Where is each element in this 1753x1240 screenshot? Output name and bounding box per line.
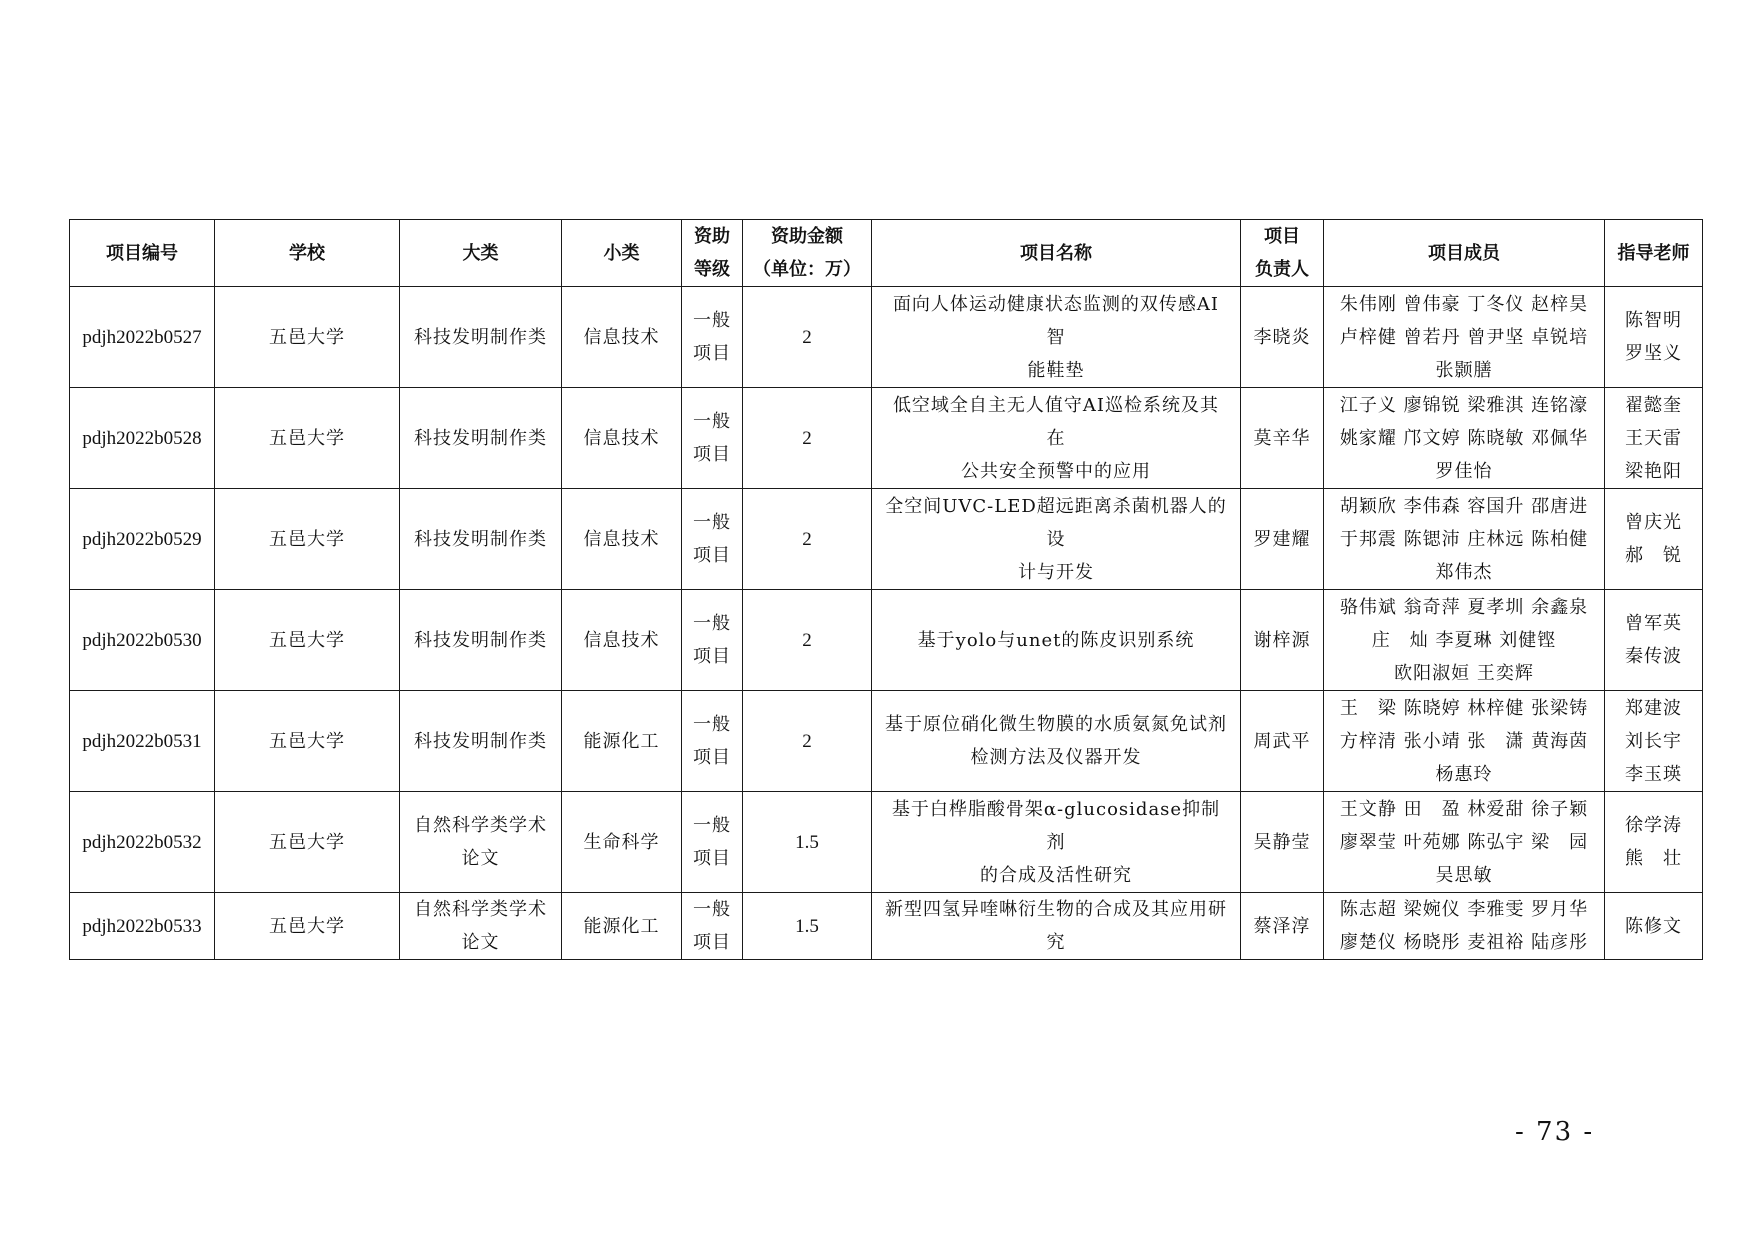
- cell-category: [400, 489, 562, 590]
- cell-project-leader: 李晓炎: [1241, 287, 1324, 388]
- cell-project-code: pdjh2022b0527: [70, 287, 215, 388]
- cell-project-name: [872, 590, 1241, 691]
- header-school: 学校: [215, 220, 400, 287]
- category-line: 科技发明制作类: [414, 326, 547, 348]
- category-line: 科技发明制作类: [414, 528, 547, 550]
- cell-subcategory: 信息技术: [562, 287, 682, 388]
- cell-project-members: [1324, 792, 1605, 893]
- cell-advisors: [1605, 590, 1703, 691]
- project-name-line: 基于原位硝化微生物膜的水质氨氮免试剂: [885, 714, 1227, 735]
- members-line: 卢梓健 曾若丹 曾尹坚 卓锐培: [1339, 326, 1589, 348]
- members-line: 廖翠莹 叶苑娜 陈弘宇 梁 园: [1339, 831, 1589, 853]
- category-line: 论文: [461, 932, 500, 953]
- funding-level-line: 一般: [693, 815, 731, 836]
- cell-funding-amount: 2: [743, 388, 872, 489]
- table-row: [70, 489, 1703, 590]
- cell-project-name: [872, 691, 1241, 792]
- cell-project-name: [872, 489, 1241, 590]
- cell-funding-amount: 1.5: [743, 893, 872, 960]
- advisor-line: 陈修文: [1625, 915, 1682, 937]
- members-line: 郑伟杰: [1435, 561, 1493, 583]
- cell-project-name: [872, 287, 1241, 388]
- table-body: [70, 287, 1703, 960]
- cell-funding-level: [682, 489, 743, 590]
- members-line: 廖楚仪 杨晓彤 麦祖裕 陆彦彤: [1339, 932, 1589, 953]
- funding-level-line: 项目: [693, 747, 731, 768]
- cell-funding-amount: 2: [743, 287, 872, 388]
- cell-project-members: [1324, 489, 1605, 590]
- cell-school: 五邑大学: [215, 691, 400, 792]
- table-row: [70, 792, 1703, 893]
- members-line: 陈志超 梁婉仪 李雅雯 罗月华: [1339, 899, 1589, 920]
- header-advisor: 指导老师: [1605, 220, 1703, 287]
- funding-level-line: 项目: [693, 343, 731, 364]
- project-name-line: 的合成及活性研究: [980, 864, 1132, 886]
- cell-category: [400, 792, 562, 893]
- cell-project-members: [1324, 287, 1605, 388]
- header-leader-line2: 负责人: [1255, 259, 1309, 280]
- cell-category: [400, 691, 562, 792]
- members-line: 庄 灿 李夏琳 刘健铿: [1371, 629, 1557, 651]
- funding-level-line: 项目: [693, 545, 731, 566]
- cell-funding-level: [682, 590, 743, 691]
- advisor-line: 曾庆光: [1625, 512, 1682, 533]
- header-members: 项目成员: [1324, 220, 1605, 287]
- project-name-line: 能鞋垫: [1027, 359, 1085, 381]
- cell-project-code: pdjh2022b0530: [70, 590, 215, 691]
- cell-project-name: [872, 792, 1241, 893]
- category-line: 科技发明制作类: [414, 730, 547, 752]
- cell-project-members: [1324, 893, 1605, 960]
- cell-project-name: [872, 388, 1241, 489]
- cell-school: 五邑大学: [215, 287, 400, 388]
- header-leader: [1241, 220, 1324, 287]
- cell-funding-level: [682, 691, 743, 792]
- project-name-line: 基于yolo与unet的陈皮识别系统: [917, 629, 1195, 651]
- members-line: 王文静 田 盈 林爱甜 徐子颖: [1339, 798, 1589, 820]
- cell-project-leader: 蔡泽淳: [1241, 893, 1324, 960]
- header-level-line2: 等级: [694, 259, 730, 280]
- header-amount-line1: 资助金额: [771, 226, 843, 247]
- cell-funding-amount: 2: [743, 489, 872, 590]
- funding-level-line: 一般: [693, 714, 731, 735]
- category-line: 科技发明制作类: [414, 427, 547, 449]
- table-header-row: [70, 220, 1703, 287]
- advisor-line: 李玉瑛: [1625, 763, 1682, 785]
- cell-project-members: [1324, 691, 1605, 792]
- project-name-line: 低空域全自主无人值守AI巡检系统及其在: [892, 394, 1220, 449]
- cell-subcategory: 信息技术: [562, 489, 682, 590]
- cell-funding-level: [682, 893, 743, 960]
- funding-level-line: 一般: [693, 512, 731, 533]
- advisor-line: 郑建波: [1625, 697, 1682, 719]
- cell-funding-level: [682, 287, 743, 388]
- category-line: 自然科学类学术: [414, 815, 547, 836]
- advisor-line: 徐学涛: [1625, 815, 1682, 836]
- category-line: 科技发明制作类: [414, 629, 547, 651]
- cell-subcategory: 生命科学: [562, 792, 682, 893]
- header-level: [682, 220, 743, 287]
- advisor-line: 王天雷: [1625, 427, 1682, 449]
- header-amount: [743, 220, 872, 287]
- members-line: 欧阳淑姮 王奕辉: [1394, 662, 1534, 684]
- members-line: 朱伟刚 曾伟豪 丁冬仪 赵梓昊: [1339, 293, 1589, 315]
- table-row: [70, 691, 1703, 792]
- cell-category: [400, 287, 562, 388]
- members-line: 杨惠玲: [1435, 763, 1493, 785]
- table-row: [70, 590, 1703, 691]
- cell-project-leader: 吴静莹: [1241, 792, 1324, 893]
- members-line: 罗佳怡: [1435, 460, 1493, 482]
- project-name-line: 面向人体运动健康状态监测的双传感AI智: [892, 293, 1220, 348]
- table-row: [70, 388, 1703, 489]
- header-subcategory: 小类: [562, 220, 682, 287]
- cell-subcategory: 能源化工: [562, 893, 682, 960]
- header-project-name: 项目名称: [872, 220, 1241, 287]
- header-amount-line2: （单位：万）: [753, 259, 861, 280]
- cell-advisors: [1605, 691, 1703, 792]
- cell-funding-amount: 1.5: [743, 792, 872, 893]
- project-table-container: [69, 219, 1702, 960]
- page-number: - 73 -: [1515, 1117, 1595, 1147]
- advisor-line: 秦传波: [1625, 646, 1682, 667]
- cell-subcategory: 能源化工: [562, 691, 682, 792]
- cell-project-name: [872, 893, 1241, 960]
- funding-level-line: 项目: [693, 932, 731, 953]
- cell-funding-level: [682, 388, 743, 489]
- funding-level-line: 项目: [693, 444, 731, 465]
- cell-project-code: pdjh2022b0533: [70, 893, 215, 960]
- cell-school: 五邑大学: [215, 590, 400, 691]
- category-line: 自然科学类学术: [414, 899, 547, 920]
- header-leader-line1: 项目: [1264, 226, 1300, 247]
- cell-category: [400, 893, 562, 960]
- funding-level-line: 一般: [693, 411, 731, 432]
- cell-project-members: [1324, 590, 1605, 691]
- cell-school: 五邑大学: [215, 893, 400, 960]
- category-line: 论文: [461, 848, 500, 869]
- members-line: 胡颖欣 李伟森 容国升 邵唐进: [1339, 495, 1589, 517]
- cell-funding-level: [682, 792, 743, 893]
- advisor-line: 刘长宇: [1625, 730, 1682, 752]
- cell-project-leader: 谢梓源: [1241, 590, 1324, 691]
- cell-subcategory: 信息技术: [562, 388, 682, 489]
- project-name-line: 全空间UVC-LED超远距离杀菌机器人的设: [885, 495, 1227, 550]
- header-code: 项目编号: [70, 220, 215, 287]
- project-name-line: 新型四氢异喹啉衍生物的合成及其应用研: [885, 899, 1227, 920]
- members-line: 骆伟斌 翁奇萍 夏孝圳 余鑫泉: [1339, 596, 1589, 618]
- advisor-line: 梁艳阳: [1625, 460, 1682, 482]
- cell-project-code: pdjh2022b0531: [70, 691, 215, 792]
- cell-school: 五邑大学: [215, 489, 400, 590]
- project-name-line: 基于白桦脂酸骨架α-glucosidase抑制剂: [891, 798, 1221, 853]
- table-row: [70, 287, 1703, 388]
- header-level-line1: 资助: [694, 226, 730, 247]
- members-line: 姚家耀 邝文婷 陈晓敏 邓佩华: [1339, 427, 1589, 449]
- funding-level-line: 一般: [693, 613, 731, 634]
- members-line: 张颢膳: [1435, 359, 1493, 381]
- funding-level-line: 项目: [693, 848, 731, 869]
- cell-funding-amount: 2: [743, 590, 872, 691]
- header-category: 大类: [400, 220, 562, 287]
- table-row: [70, 893, 1703, 960]
- members-line: 于邦震 陈锶沛 庄林远 陈柏健: [1339, 528, 1589, 550]
- advisor-line: 熊 壮: [1625, 848, 1682, 869]
- project-name-line: 公共安全预警中的应用: [961, 460, 1151, 482]
- advisor-line: 陈智明: [1625, 310, 1682, 331]
- members-line: 方梓清 张小靖 张 潇 黄海茵: [1339, 730, 1589, 752]
- cell-project-members: [1324, 388, 1605, 489]
- cell-project-leader: 莫辛华: [1241, 388, 1324, 489]
- members-line: 王 梁 陈晓婷 林梓健 张梁铸: [1339, 697, 1589, 719]
- project-name-line: 究: [1046, 932, 1066, 953]
- cell-advisors: [1605, 287, 1703, 388]
- funding-level-line: 一般: [693, 899, 731, 920]
- cell-category: [400, 590, 562, 691]
- project-name-line: 计与开发: [1018, 561, 1094, 583]
- cell-funding-amount: 2: [743, 691, 872, 792]
- project-table: [69, 219, 1703, 960]
- cell-advisors: [1605, 893, 1703, 960]
- cell-subcategory: 信息技术: [562, 590, 682, 691]
- cell-advisors: [1605, 388, 1703, 489]
- funding-level-line: 一般: [693, 310, 731, 331]
- funding-level-line: 项目: [693, 646, 731, 667]
- advisor-line: 郝 锐: [1625, 545, 1682, 566]
- cell-project-code: pdjh2022b0532: [70, 792, 215, 893]
- cell-project-leader: 周武平: [1241, 691, 1324, 792]
- cell-project-code: pdjh2022b0528: [70, 388, 215, 489]
- cell-advisors: [1605, 489, 1703, 590]
- cell-school: 五邑大学: [215, 388, 400, 489]
- advisor-line: 翟懿奎: [1625, 394, 1682, 416]
- project-name-line: 检测方法及仪器开发: [970, 747, 1142, 768]
- cell-advisors: [1605, 792, 1703, 893]
- advisor-line: 曾军英: [1625, 613, 1682, 634]
- cell-project-code: pdjh2022b0529: [70, 489, 215, 590]
- cell-school: 五邑大学: [215, 792, 400, 893]
- advisor-line: 罗坚义: [1625, 343, 1682, 364]
- members-line: 吴思敏: [1435, 864, 1493, 886]
- cell-project-leader: 罗建耀: [1241, 489, 1324, 590]
- members-line: 江子义 廖锦锐 梁雅淇 连铭濠: [1339, 394, 1589, 416]
- cell-category: [400, 388, 562, 489]
